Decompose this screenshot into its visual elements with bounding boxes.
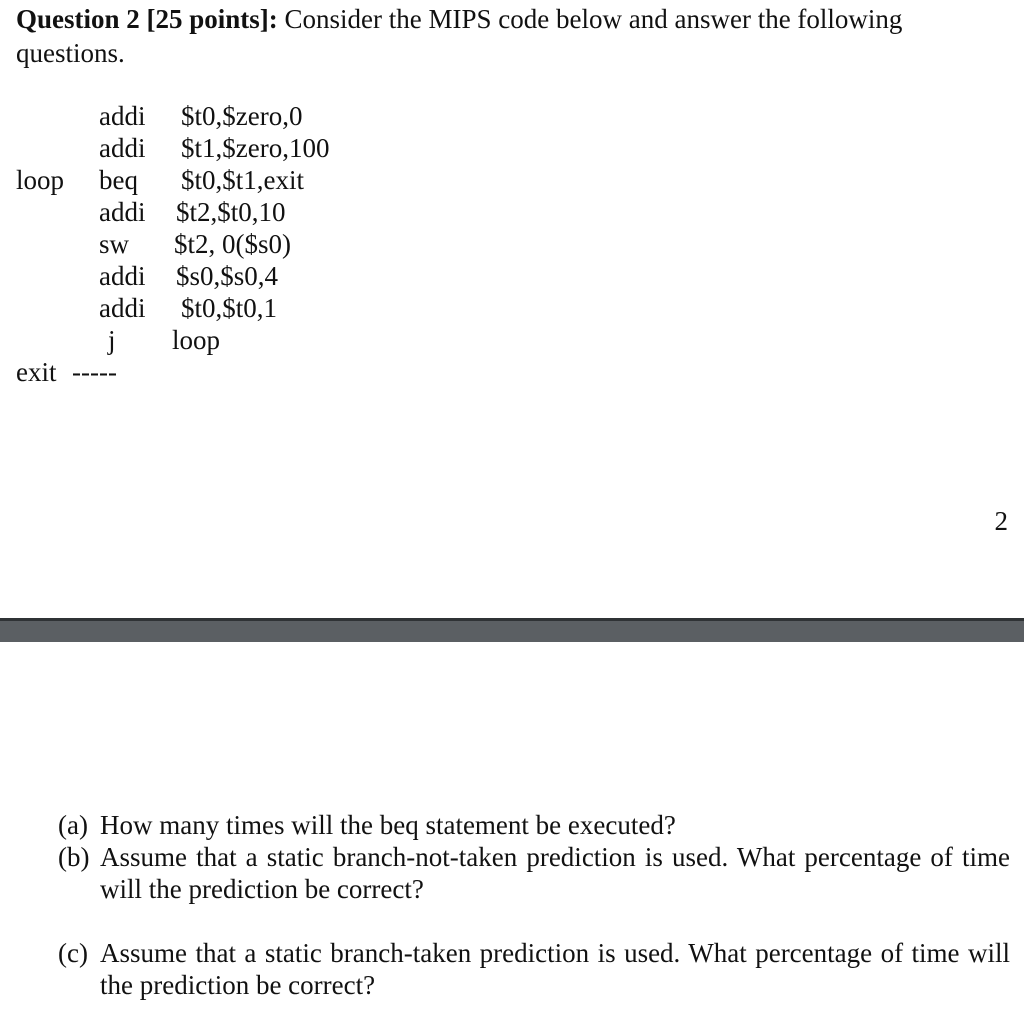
code-opcode: addi <box>99 261 146 291</box>
subquestion-text: Assume that a static branch-not-taken prediction is used. What percentage of time will the prediction be correct? <box>100 842 1010 904</box>
code-operands: loop <box>172 325 221 355</box>
code-label: loop <box>16 165 65 195</box>
subquestion-letter: (b) <box>58 842 90 872</box>
code-operands: $t1,$zero,100 <box>181 133 330 163</box>
code-opcode: beq <box>99 165 138 195</box>
subquestion-letter: (c) <box>58 938 88 968</box>
code-opcode: addi <box>99 101 146 131</box>
subquestion-c <box>58 937 1010 1001</box>
question-header <box>16 2 1006 70</box>
subquestion-b <box>58 841 1010 905</box>
code-operands: $t0,$zero,0 <box>181 101 303 131</box>
subquestion-letter: (a) <box>58 810 88 840</box>
page-number: 2 <box>994 506 1008 536</box>
code-opcode: addi <box>99 293 146 323</box>
code-opcode: sw <box>99 229 130 259</box>
subquestion-a <box>58 809 1010 841</box>
page-break-divider <box>0 618 1024 642</box>
subquestion-list <box>58 809 1010 1001</box>
code-operands: $t2,$t0,10 <box>176 197 286 227</box>
code-label: exit <box>16 357 57 387</box>
subquestion-text: Assume that a static branch-taken prediction is used. What percentage of time will the prediction be correct? <box>100 938 1010 1000</box>
code-opcode: ----- <box>72 357 117 387</box>
question-label: Question 2 [25 points]: <box>16 4 278 34</box>
subquestion-text: How many times will the beq statement be executed? <box>100 810 676 840</box>
code-operands: $t0,$t1,exit <box>181 165 304 195</box>
code-opcode: j <box>108 325 116 355</box>
code-operands: $t2, 0($s0) <box>174 229 291 259</box>
question-intro: Consider the MIPS code below and answer the following questions. <box>16 4 903 68</box>
code-operands: $t0,$t0,1 <box>181 293 278 323</box>
code-opcode: addi <box>99 133 146 163</box>
subquestion-spacer <box>58 905 1010 937</box>
code-opcode: addi <box>99 197 146 227</box>
code-operands: $s0,$s0,4 <box>176 261 279 291</box>
